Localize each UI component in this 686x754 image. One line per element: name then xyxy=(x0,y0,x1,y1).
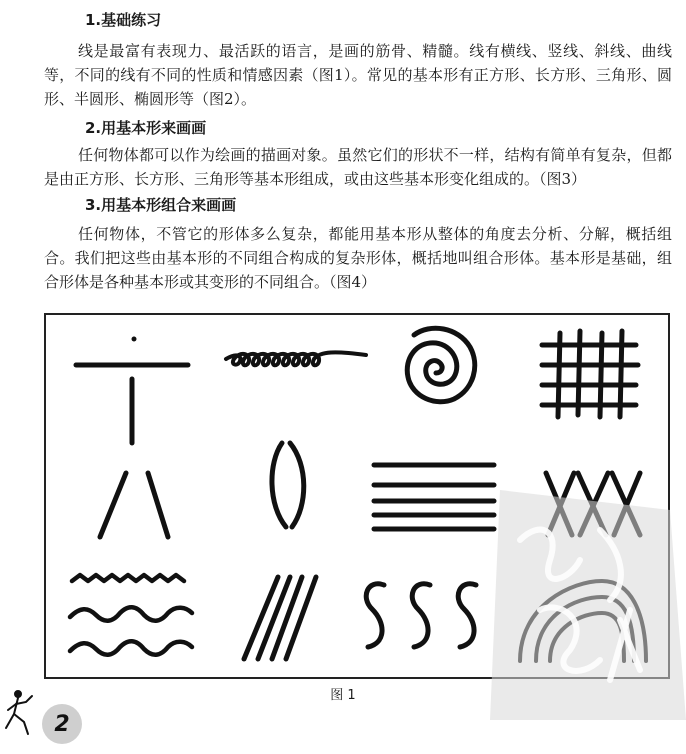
slanted-parallel-lines xyxy=(244,577,316,659)
section-3-heading: 3.用基本形组合来画画 xyxy=(85,196,237,214)
section-1-paragraph: 线是最富有表现力、最活跃的语言，是画的筋骨、精髓。线有横线、竖线、斜线、曲线等，不同的线有不同的性质和情感因素（图1）。常见的基本形有正方形、长方形、三角形、圆形、半圆形、椭圆形等（图2）。 xyxy=(44,42,672,108)
horizontal-line-with-dot xyxy=(76,337,188,366)
curl-line xyxy=(226,352,366,365)
watermark-seal-icon xyxy=(480,470,686,720)
parallel-lines xyxy=(374,465,494,529)
section-3-paragraph: 任何物体，不管它的形体多么复杂，都能用基本形从整体的角度去分析、分解，概括组合。我们把这些由基本形的不同组合构成的复杂形体，概括地叫组合形体。基本形是基础，组合形体是各种基本形或其变形的不同组合。（图4） xyxy=(44,225,672,291)
running-figure-icon xyxy=(2,688,42,738)
wave-lines xyxy=(70,575,192,655)
paired-curves xyxy=(272,443,304,527)
section-1-heading: 1.基础练习 xyxy=(85,11,162,29)
s-curves xyxy=(366,584,476,647)
spiral xyxy=(407,328,475,402)
page-number: 2 xyxy=(42,704,82,744)
grid xyxy=(542,331,638,417)
section-2-paragraph: 任何物体都可以作为绘画的描画对象。虽然它们的形状不一样，结构有简单有复杂，但都是由正方形、长方形、三角形等基本形组成，或由这些基本形变化组成的。（图3） xyxy=(44,146,672,188)
diagonal-lines xyxy=(100,473,168,537)
figure-1-caption: 图 1 xyxy=(330,688,356,703)
section-2-heading: 2.用基本形来画画 xyxy=(85,119,207,137)
